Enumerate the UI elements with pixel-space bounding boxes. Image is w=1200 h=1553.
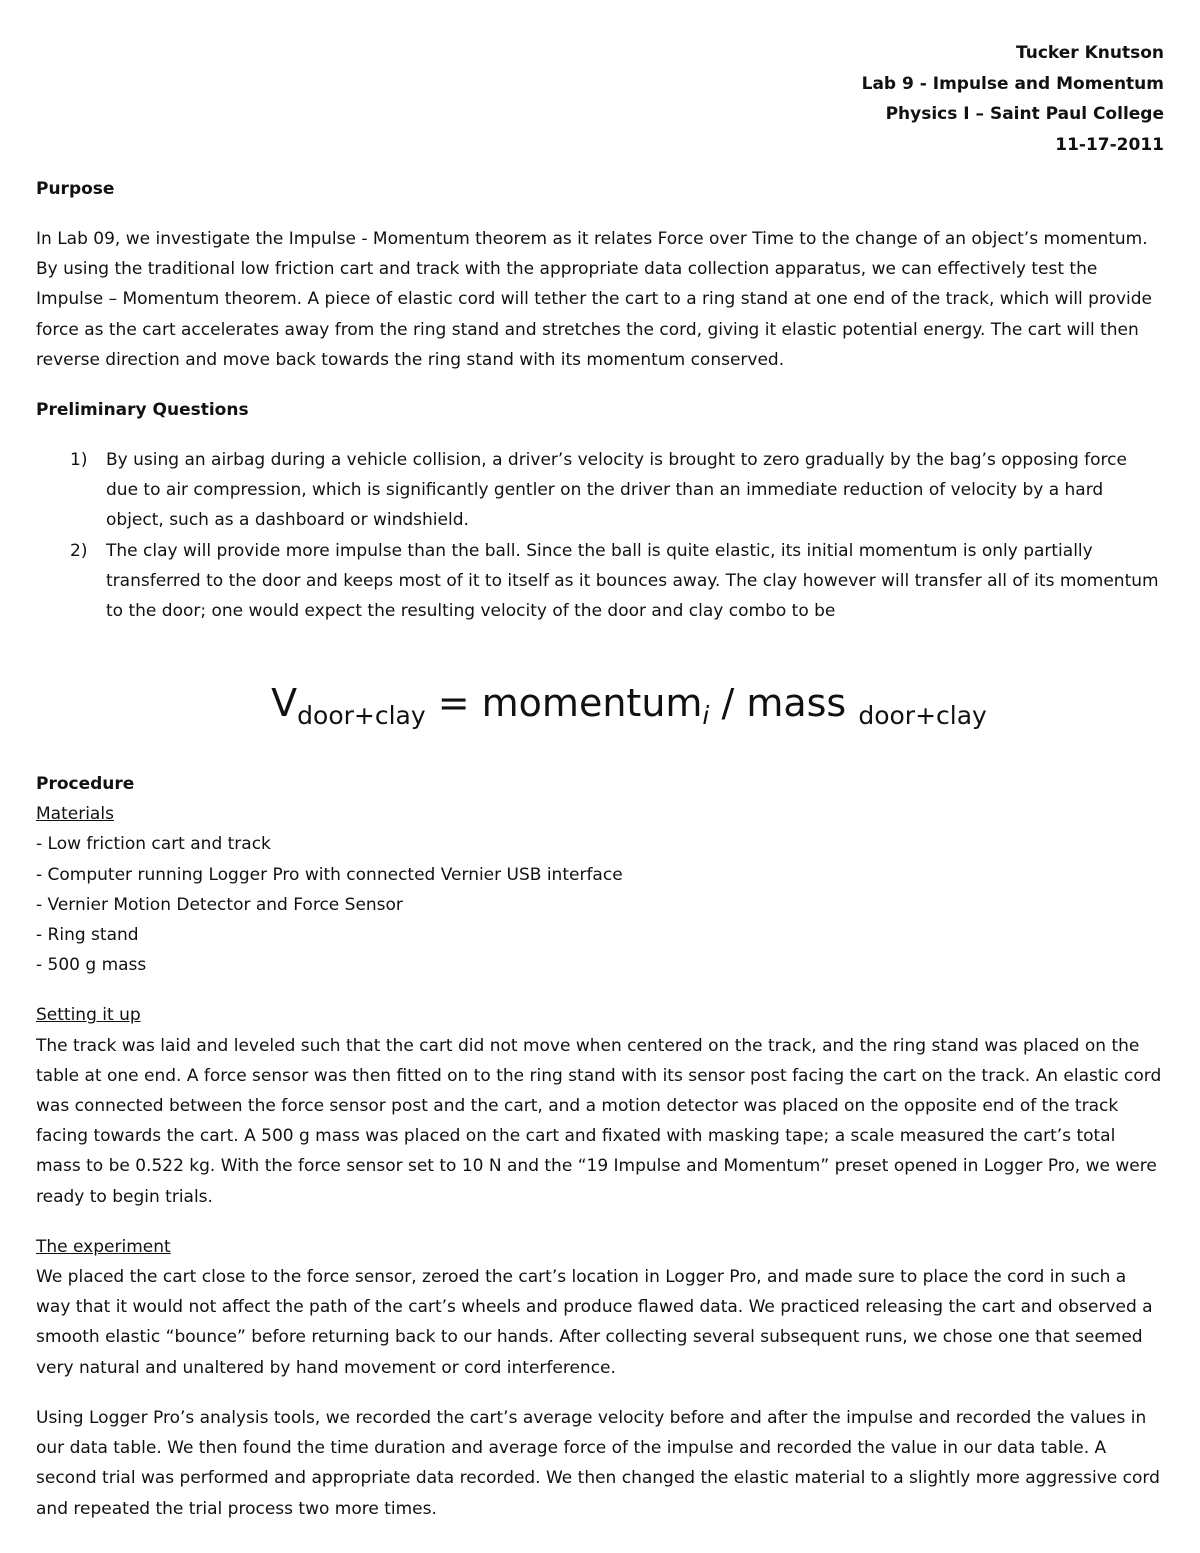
- list-item: [36, 536, 1164, 627]
- list-item: [36, 445, 1164, 536]
- setup-heading: Setting it up: [36, 1005, 141, 1026]
- report-date: 11-17-2011: [1055, 134, 1164, 155]
- materials-item: - Low friction cart and track: [36, 834, 271, 855]
- course-name: Physics I – Saint Paul College: [885, 104, 1164, 124]
- materials-item: - 500 g mass: [36, 955, 147, 976]
- materials-item: - Ring stand: [36, 925, 139, 946]
- formula-mass-subscript: door+clay: [858, 701, 987, 731]
- purpose-heading: Purpose: [36, 179, 115, 199]
- materials-item: - Computer running Logger Pro with connected Vernier USB interface: [36, 864, 623, 885]
- formula-divide-mass: / mass: [709, 681, 859, 726]
- list-text: By using an airbag during a vehicle collision, a driver’s velocity is brought to zero gradually by the bag’s opposing force due to air compression, which is significantly gentler on the driver than an immediate reduction of velocity by a hard object, such as a dashboard or windshield.: [106, 450, 1127, 531]
- purpose-paragraph: In Lab 09, we investigate the Impulse - Momentum theorem as it relates Force over Time to the change of an object’s momentum. By using the traditional low friction cart and track with the appropriate data collection apparatus, we can effectively test the Impulse – Momentum theorem. A piece of elastic cord will tether the cart to a ring stand at one end of the track, which will provide force as the cart accelerates away from the ring stand and stretches the cord, giving it elastic potential energy. The cart will then reverse direction and move back towards the ring stand with its momentum conserved.: [36, 229, 1152, 370]
- list-number: 2): [70, 540, 88, 561]
- lab-title: Lab 9 - Impulse and Momentum: [861, 73, 1164, 94]
- analysis-paragraph: Using Logger Pro’s analysis tools, we recorded the cart’s average velocity before and after the impulse and recorded the values in our data table. We then found the time duration and average force of the impulse and recorded the value in our data table. A second trial was performed and appropriate data recorded. We then changed the elastic material to a slightly more aggressive cord and repeated the trial process two more times.: [36, 1407, 1160, 1519]
- experiment-paragraph: We placed the cart close to the force sensor, zeroed the cart’s location in Logger Pro, and made sure to place the cord in such a way that it would not affect the path of the cart’s wheels and produce flawed data. We practiced releasing the cart and observed a smooth elastic “bounce” before returning back to our hands. After collecting several subsequent runs, we chose one that seemed very natural and unaltered by hand movement or cord interference.: [36, 1267, 1153, 1378]
- formula-v: V: [271, 681, 298, 726]
- preliminary-list: [36, 445, 1164, 626]
- procedure-heading: Procedure: [36, 774, 135, 795]
- velocity-formula: [94, 678, 1164, 741]
- list-number: 1): [70, 450, 88, 471]
- formula-v-subscript: door+clay: [297, 701, 426, 731]
- header-block: [36, 38, 1164, 160]
- formula-momentum-subscript: i: [702, 701, 710, 731]
- document-page: [36, 38, 1164, 1524]
- author-name: Tucker Knutson: [1016, 43, 1164, 63]
- list-text: The clay will provide more impulse than the ball. Since the ball is quite elastic, its initial momentum is only partially transferred to the door and keeps most of it to itself as it bounces away. The clay however will transfer all of its momentum to the door; one would expect the resulting velocity of the door and clay combo to be: [106, 540, 1159, 622]
- preliminary-heading: Preliminary Questions: [36, 400, 249, 421]
- setup-paragraph: The track was laid and leveled such that the cart did not move when centered on the track, and the ring stand was placed on the table at one end. A force sensor was then fitted on to the ring stand with its sensor post facing the cart on the track. An elastic cord was connected between the force sensor post and the cart, and a motion detector was placed on the opposite end of the track facing towards the cart. A 500 g mass was placed on the cart and fixated with masking tape; a scale measured the cart’s total mass to be 0.522 kg. With the force sensor set to 10 N and the “19 Impulse and Momentum” preset opened in Logger Pro, we were ready to begin trials.: [36, 1035, 1162, 1207]
- materials-heading: Materials: [36, 804, 114, 825]
- experiment-heading: The experiment: [36, 1236, 171, 1257]
- formula-equals: = momentum: [425, 681, 703, 726]
- materials-item: - Vernier Motion Detector and Force Sensor: [36, 894, 403, 915]
